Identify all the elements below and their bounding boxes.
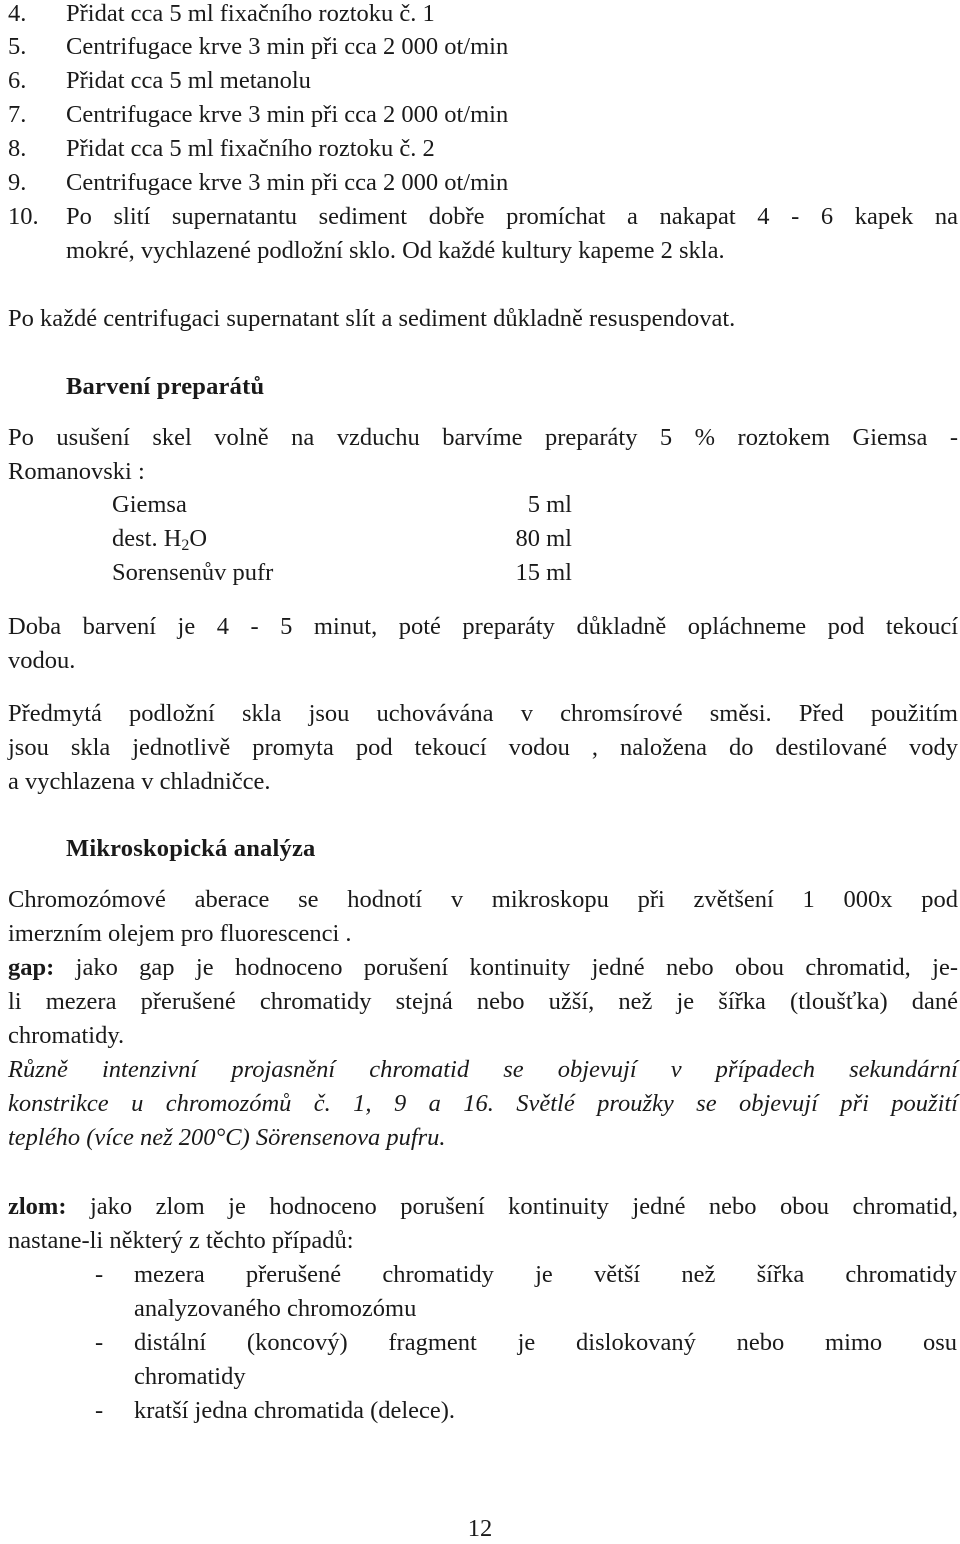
break-criterion-line: kratší jedna chromatida (delece).	[134, 1397, 456, 1424]
slides-storage-line: a vychlazena v chladničce.	[8, 768, 271, 795]
break-definition	[8, 1190, 958, 1258]
gap-definition-line: chromatidy.	[8, 1022, 125, 1049]
step-text-line: mokré, vychlazené podložní sklo. Od každé kultury kapeme 2 skla.	[66, 237, 725, 264]
gap-note-line: teplého (více než 200°C) Sörensenova pufru.	[8, 1124, 446, 1151]
step-number: 5.	[8, 33, 27, 60]
break-definition-line: nastane-li některý z těchto případů:	[8, 1227, 354, 1254]
recipe-ingredient	[112, 522, 207, 556]
step-number: 7.	[8, 101, 27, 128]
bullet-dash: -	[95, 1329, 104, 1356]
step-number: 8.	[8, 135, 27, 162]
gap-note	[8, 1053, 958, 1155]
recipe-ingredient: Giemsa	[112, 491, 187, 518]
step-text: Centrifugace krve 3 min při cca 2 000 ot/min	[66, 169, 509, 196]
microscopy-intro-line: imerzním olejem pro fluorescenci .	[8, 920, 352, 947]
step-number: 10.	[8, 203, 39, 230]
staining-duration	[8, 610, 958, 678]
bullet-dash: -	[95, 1397, 104, 1424]
step-text: Přidat cca 5 ml fixačního roztoku č. 2	[66, 135, 435, 162]
staining-intro-line: Po usušení skel volně na vzduchu barvíme preparáty 5 % roztokem Giemsa -	[8, 424, 958, 451]
break-criterion-text	[134, 1394, 957, 1428]
recipe-ingredient-post: O	[189, 525, 208, 552]
gap-note-line: konstrikce u chromozómů č. 1, 9 a 16. Světlé proužky se objevují při použití	[8, 1090, 958, 1117]
break-criterion-line: chromatidy	[134, 1363, 246, 1390]
step-text-line: Po slití supernatantu sediment dobře promíchat a nakapat 4 - 6 kapek na	[66, 203, 958, 230]
step-text: Centrifugace krve 3 min při cca 2 000 ot/min	[66, 101, 509, 128]
staining-duration-line: vodou.	[8, 647, 76, 674]
recipe-amount: 15 ml	[515, 559, 572, 586]
page-number: 12	[467, 1515, 493, 1542]
recipe-row	[112, 488, 572, 522]
break-criterion-line: mezera přerušené chromatidy je větší než šířka chromatidy	[134, 1261, 957, 1288]
recipe-row	[112, 556, 572, 590]
break-text: jako zlom je hodnoceno porušení kontinuity jedné nebo obou chromatid,	[66, 1193, 958, 1220]
microscopy-intro	[8, 883, 958, 951]
recipe-amount: 80 ml	[515, 525, 572, 552]
microscopy-heading: Mikroskopická analýza	[66, 835, 316, 862]
step-text	[66, 200, 958, 268]
gap-definition-line: li mezera přerušené chromatidy stejná nebo užší, než je šířka (tloušťka) dané	[8, 988, 958, 1015]
step-number: 6.	[8, 67, 27, 94]
slides-storage	[8, 697, 958, 799]
gap-text: jako gap je hodnoceno porušení kontinuity jedné nebo obou chromatid, je-	[54, 954, 958, 981]
staining-heading: Barvení preparátů	[66, 373, 265, 400]
staining-intro-line: Romanovski :	[8, 458, 145, 485]
bullet-dash: -	[95, 1261, 104, 1288]
step-text: Přidat cca 5 ml metanolu	[66, 67, 311, 94]
step-number: 9.	[8, 169, 27, 196]
recipe-amount: 5 ml	[527, 491, 572, 518]
slides-storage-line: Předmytá podložní skla jsou uchovávána v chromsírové směsi. Před použitím	[8, 700, 958, 727]
recipe-ingredient: Sorensenův pufr	[112, 559, 274, 586]
break-criterion-text	[134, 1258, 957, 1326]
step-text: Přidat cca 5 ml fixačního roztoku č. 1	[66, 0, 435, 27]
staining-intro	[8, 421, 958, 489]
break-criterion-line: distální (koncový) fragment je dislokovaný nebo mimo osu	[134, 1329, 957, 1356]
step-text: Centrifugace krve 3 min při cca 2 000 ot/min	[66, 33, 509, 60]
break-criterion-text	[134, 1326, 957, 1394]
slides-storage-line: jsou skla jednotlivě promyta pod tekoucí vodou , naložena do destilované vody	[8, 734, 958, 761]
break-definition-line	[8, 1190, 958, 1224]
microscopy-intro-line: Chromozómové aberace se hodnotí v mikroskopu při zvětšení 1 000x pod	[8, 886, 958, 913]
break-criterion-line: analyzovaného chromozómu	[134, 1295, 417, 1322]
recipe-row	[112, 522, 572, 556]
step-number: 4.	[8, 0, 27, 27]
gap-definition	[8, 951, 958, 1053]
recipe-ingredient-pre: dest. H	[112, 525, 182, 552]
gap-label: gap:	[8, 954, 55, 981]
break-label: zlom:	[8, 1193, 67, 1220]
staining-duration-line: Doba barvení je 4 - 5 minut, poté preparáty důkladně opláchneme pod tekoucí	[8, 613, 958, 640]
centrifuge-note: Po každé centrifugaci supernatant slít a sediment důkladně resuspendovat.	[8, 305, 736, 332]
gap-definition-line	[8, 951, 958, 985]
recipe-ingredient-sub: 2	[181, 536, 190, 554]
gap-note-line: Různě intenzivní projasnění chromatid se objevují v případech sekundární	[8, 1056, 958, 1083]
